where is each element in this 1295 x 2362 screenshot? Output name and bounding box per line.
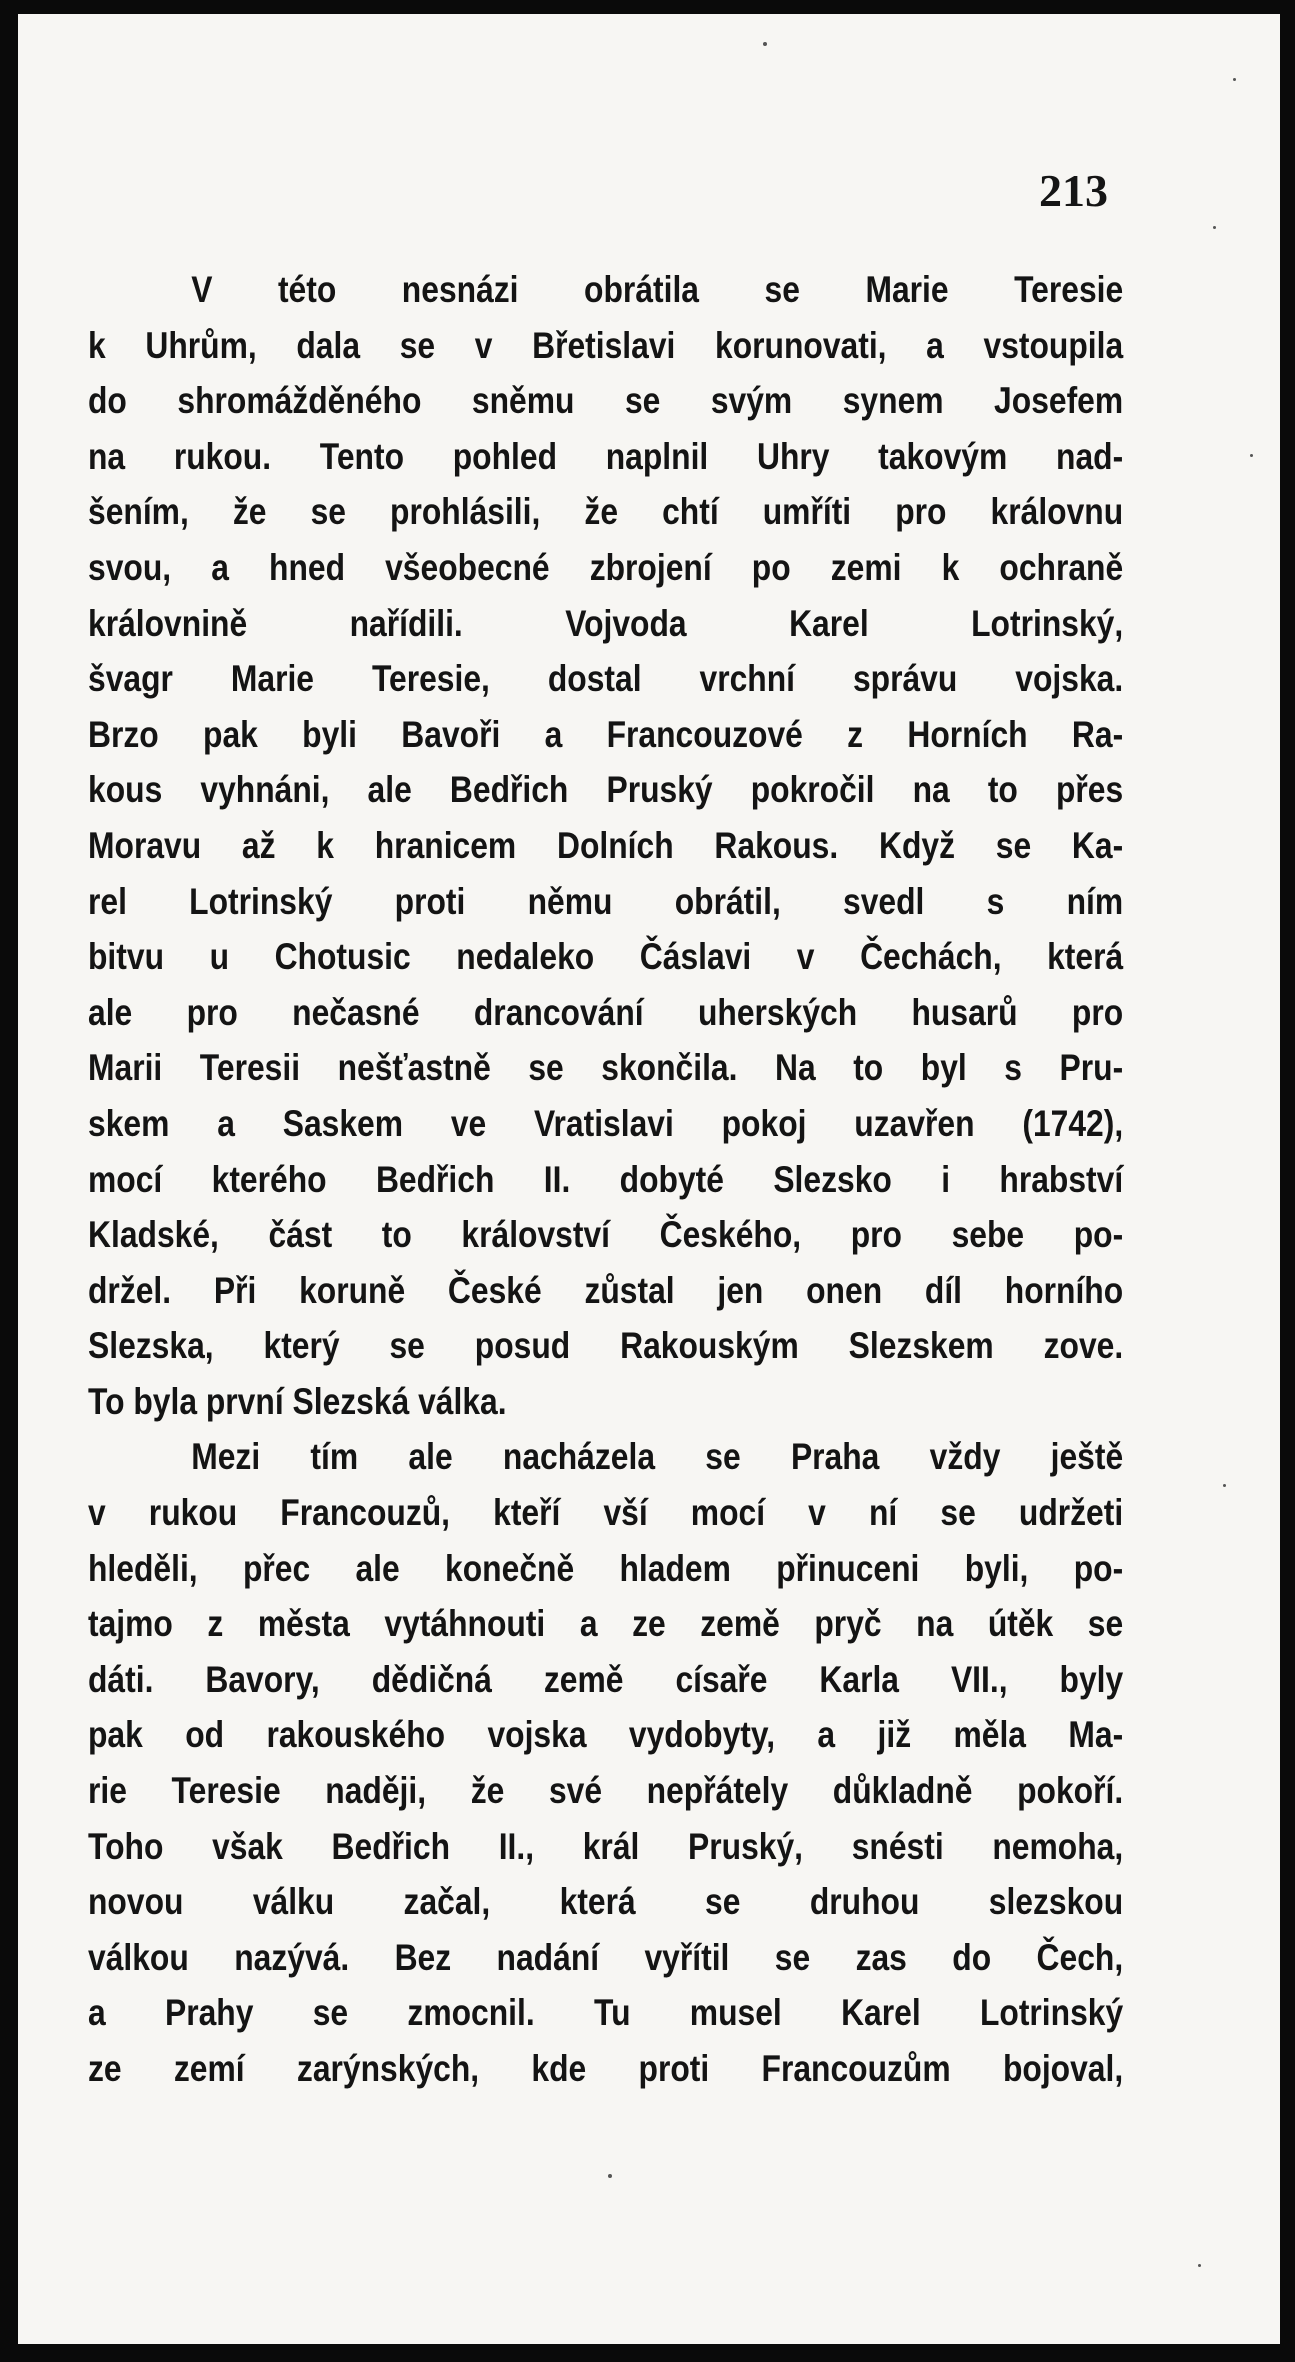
text-line: svou, a hned všeobecné zbrojení po zemi k ochraně (88, 546, 1124, 588)
text-line: Marii Teresii nešťastně se skončila. Na to byl s Pru- (88, 1047, 1124, 1089)
text-line: držel. Při koruně České zůstal jen onen díl horního (88, 1269, 1124, 1311)
text-line: dáti. Bavory, dědičná země císaře Karla VII., byly (88, 1658, 1124, 1700)
text-line: hleděli, přec ale konečně hladem přinuceni byli, po- (88, 1547, 1124, 1589)
text-line: novou válku začal, která se druhou slezskou (88, 1881, 1124, 1923)
print-speck (1223, 1484, 1226, 1487)
text-line: ze zemí zarýnských, kde proti Francouzům bojoval, (88, 2048, 1124, 2089)
text-line: pak od rakouského vojska vydobyty, a již měla Ma- (88, 1714, 1124, 1756)
text-line: Kladské, část to království Českého, pro sebe po- (88, 1214, 1124, 1256)
text-line: v rukou Francouzů, kteří vší mocí v ní se udržeti (88, 1492, 1124, 1534)
text-line: a Prahy se zmocnil. Tu musel Karel Lotrinský (88, 1992, 1124, 2034)
text-line: k Uhrům, dala se v Břetislavi korunovati, a vstoupila (88, 324, 1124, 366)
text-line: ale pro nečasné drancování uherských husarů pro (88, 991, 1124, 1033)
print-speck (1213, 226, 1216, 229)
text-line: na rukou. Tento pohled naplnil Uhry takovým nad- (88, 435, 1124, 477)
book-page (18, 14, 1280, 2344)
text-line: bitvu u Chotusic nedaleko Čáslavi v Čechách, která (88, 936, 1124, 978)
text-line: tajmo z města vytáhnouti a ze země pryč na útěk se (88, 1603, 1124, 1645)
print-speck (608, 2174, 612, 2178)
text-line: To byla první Slezská válka. (88, 1380, 507, 1422)
text-line: mocí kterého Bedřich II. dobyté Slezsko i hrabství (88, 1158, 1124, 1200)
page-number: 213 (1039, 165, 1108, 216)
print-speck (1250, 454, 1253, 457)
text-line: kous vyhnáni, ale Bedřich Pruský pokročil na to přes (88, 769, 1124, 811)
text-line: rie Teresie naději, že své nepřátely důkladně pokoří. (88, 1770, 1124, 1812)
print-speck (1233, 78, 1236, 81)
text-line: Toho však Bedřich II., král Pruský, snésti nemoha, (88, 1825, 1124, 1867)
text-line: šením, že se prohlásili, že chtí umříti pro královnu (88, 491, 1124, 533)
print-speck (1198, 2264, 1201, 2267)
text-line: Brzo pak byli Bavoři a Francouzové z Horních Ra- (88, 713, 1124, 755)
text-line: švagr Marie Teresie, dostal vrchní správu vojska. (88, 658, 1124, 700)
text-line: královnině nařídili. Vojvoda Karel Lotrinský, (88, 602, 1124, 644)
text-line: skem a Saskem ve Vratislavi pokoj uzavřen (1742), (88, 1102, 1124, 1144)
text-line: do shromážděného sněmu se svým synem Josefem (88, 380, 1124, 422)
text-line: válkou nazývá. Bez nadání vyřítil se zas do Čech, (88, 1936, 1124, 1978)
text-line: Moravu až k hranicem Dolních Rakous. Když se Ka- (88, 824, 1124, 866)
text-line: Mezi tím ale nacházela se Praha vždy ještě (191, 1436, 1124, 1478)
text-line: rel Lotrinský proti němu obrátil, svedl s ním (88, 880, 1124, 922)
text-line: Slezska, který se posud Rakouským Slezskem zove. (88, 1325, 1124, 1367)
text-line: V této nesnázi obrátila se Marie Teresie (191, 269, 1124, 310)
body-text (88, 262, 1123, 2097)
print-speck (763, 42, 767, 46)
